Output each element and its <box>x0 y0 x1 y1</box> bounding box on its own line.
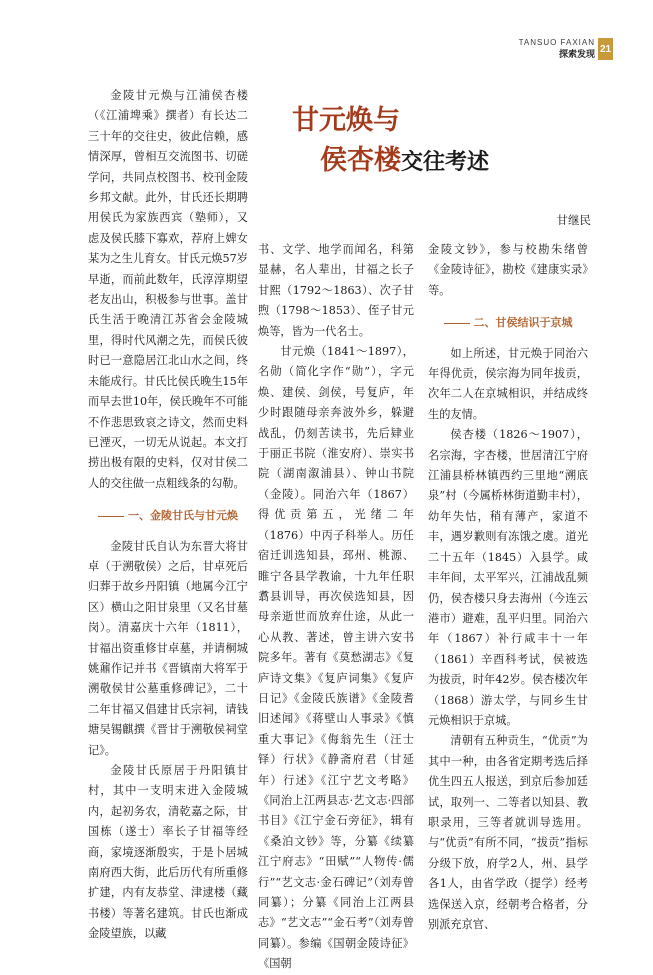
header-section: 探索发现 <box>558 50 595 60</box>
section-rule <box>98 516 124 517</box>
column-3 <box>428 240 588 935</box>
column-2 <box>258 240 414 975</box>
author: 甘继民 <box>556 213 591 227</box>
paragraph: 侯杏楼（1826～1907），名宗海，字杏楼，世居清江宁府江浦县桥林镇西约三里地“溯底泉”村（今属桥林街道勤丰村），幼年失怙，稍有薄产，家道不丰，遇岁歉则有冻饿之虞。道光二十五年（1845）入县学。咸丰年间，太平军兴，江浦战乱频仍，侯杏楼只身去海州（今连云港市）避难，乱平归里。同治六年（1867）补行咸丰十一年（1861）辛酉科考试，侯被选为拔贡，时年42岁。侯杏楼次年（1868）游太学，与同乡生甘元焕相识于京城。 <box>428 428 588 727</box>
paragraph: 清朝有五种贡生，“优贡”为其中一种，由各省定期考选后择优生四五人报送，到京后参加廷试，取列一、二等者以知县、教职录用，三等者就训导选用。与“优贡”有所不同，“拔贡”指标分级下放，府学2人，州、县学各1人，由省学政（提学）经考选保送入京，经朝考合格者，分别派充京官、 <box>428 734 588 931</box>
intro-paragraph: 金陵甘元焕与江浦侯杏楼（《江浦埤乘》撰者）有长达二三十年的交往史，彼此信赖，感情深厚，曾相互交流图书、切磋学问，共同点校图书、校刊金陵乡邦文献。此外，甘氏还长期聘用侯氏为家族西宾（塾师），又虑及侯氏膝下寡欢，荐府上婢女某为之生儿育女。甘氏元焕57岁早逝，而前此数年，氏淳淳期望老友出山，积极参与世事。盖甘氏生活于晚清江苏省会金陵城里，得时代风潮之先，而侯氏彼时已一意隐居江北山水之间，终未能成行。甘氏比侯氏晚生15年而早去世10年，侯氏晚年不可能不作悲思致哀之诗文，然而史料已湮灭，一切无从说起。本文打捞出极有限的史料，仅对甘侯二人的交往做一点粗线条的勾勒。 <box>88 89 248 490</box>
column-1 <box>88 86 248 945</box>
title-line-2 <box>320 144 582 180</box>
paragraph: 金陵文钞》，参与校勘朱绪曾《金陵诗征》，勘校《建康实录》等。 <box>428 243 588 297</box>
paragraph: 金陵甘氏原居于丹阳镇甘村，其中一支明末进入金陵城内，起初务农，清乾嘉之际，甘国栋（遂士）率长子甘福等经商，家境逐渐殷实，于是卜居城南府西大街，此后历代有所重修扩建，内有友恭堂、津逮楼（藏书楼）等著名建筑。甘氏也渐成金陵望族，以藏 <box>88 764 248 941</box>
section-heading-2: 二、甘侯结识于京城 <box>428 313 588 333</box>
section-heading-1: 一、金陵甘氏与甘元焕 <box>88 506 248 526</box>
title-line-2-part-a: 侯杏楼 <box>320 145 401 176</box>
title-line-1: 甘元焕与 <box>292 105 400 136</box>
header-pinyin: TANSUO FAXIAN <box>518 38 595 47</box>
running-header <box>519 38 595 60</box>
paragraph: 甘元焕（1841～1897），名勋（简化字作“勋”），字元焕、建侯、剑侯，号复庐，年少时跟随母亲奔波外乡，躲避战乱，仍刻苦读书，先后肄业于丽正书院（淮安府）、崇实书院（湖南溆浦县）、钟山书院（金陵）。同治六年（1867）得优贡第五，光绪二年（1876）中丙子科举人。历任宿迁训选知县，邳州、桃源、睢宁各县学教谕，十九年任职翥县训导，再次侯选知县，因母亲逝世而放弃仕途，从此一心从教、著述，曾主讲六安书院多年。著有《莫愁湖志》《复庐诗文集》《复庐词集》《复庐日记》《金陵氏族谱》《金陵耆旧述闻》《蒋壁山人事录》《慎重大事记》《侮翁先生（汪士铎）行状》《静斋府君（甘延年）行述》《江宁艺文考略》《同治上江两县志·艺文志·四部书目》《江宁金石旁征》，辑有《桑泊文钞》等，分纂《续纂江宁府志》“田赋”“人物传·儒行”“艺文志·金石碑记”（刘寿曾同纂）；分纂《同治上江两县志》“艺文志”“金石考”（刘寿曾同纂）。参编《国朝金陵诗征》《国朝 <box>258 345 414 971</box>
article-title <box>282 104 582 180</box>
paragraph: 如上所述，甘元焕于同治六年得优贡，侯宗海为同年拔贡，次年二人在京城相识，并结成终生的友情。 <box>428 346 588 421</box>
page-number: 21 <box>598 38 613 60</box>
title-line-2-part-b: 交往考述 <box>401 150 490 175</box>
section-rule <box>444 323 470 324</box>
paragraph: 金陵甘氏自认为东晋大将甘卓（于溯敬侯）之后，甘卓死后归葬于故乡丹阳镇（地属今江宁区）横山之阳甘泉里（又名甘墓岗）。清嘉庆十六年（1811），甘福出资重修甘卓墓，并请桐城姚鼐作记并书《晋镇南大将军于溯敬侯甘公墓重修碑记》，二十二年甘福又倡建甘氏宗祠，请钱塘吴锡麒撰《晋甘于溯敬侯祠堂记》。 <box>88 539 248 757</box>
paragraph: 书、文学、地学而闻名，科第显赫，名人辈出，甘福之长子甘熙（1792～1863）、次子甘煦（1798～1853）、侄子甘元焕等，皆为一代名士。 <box>258 243 414 338</box>
